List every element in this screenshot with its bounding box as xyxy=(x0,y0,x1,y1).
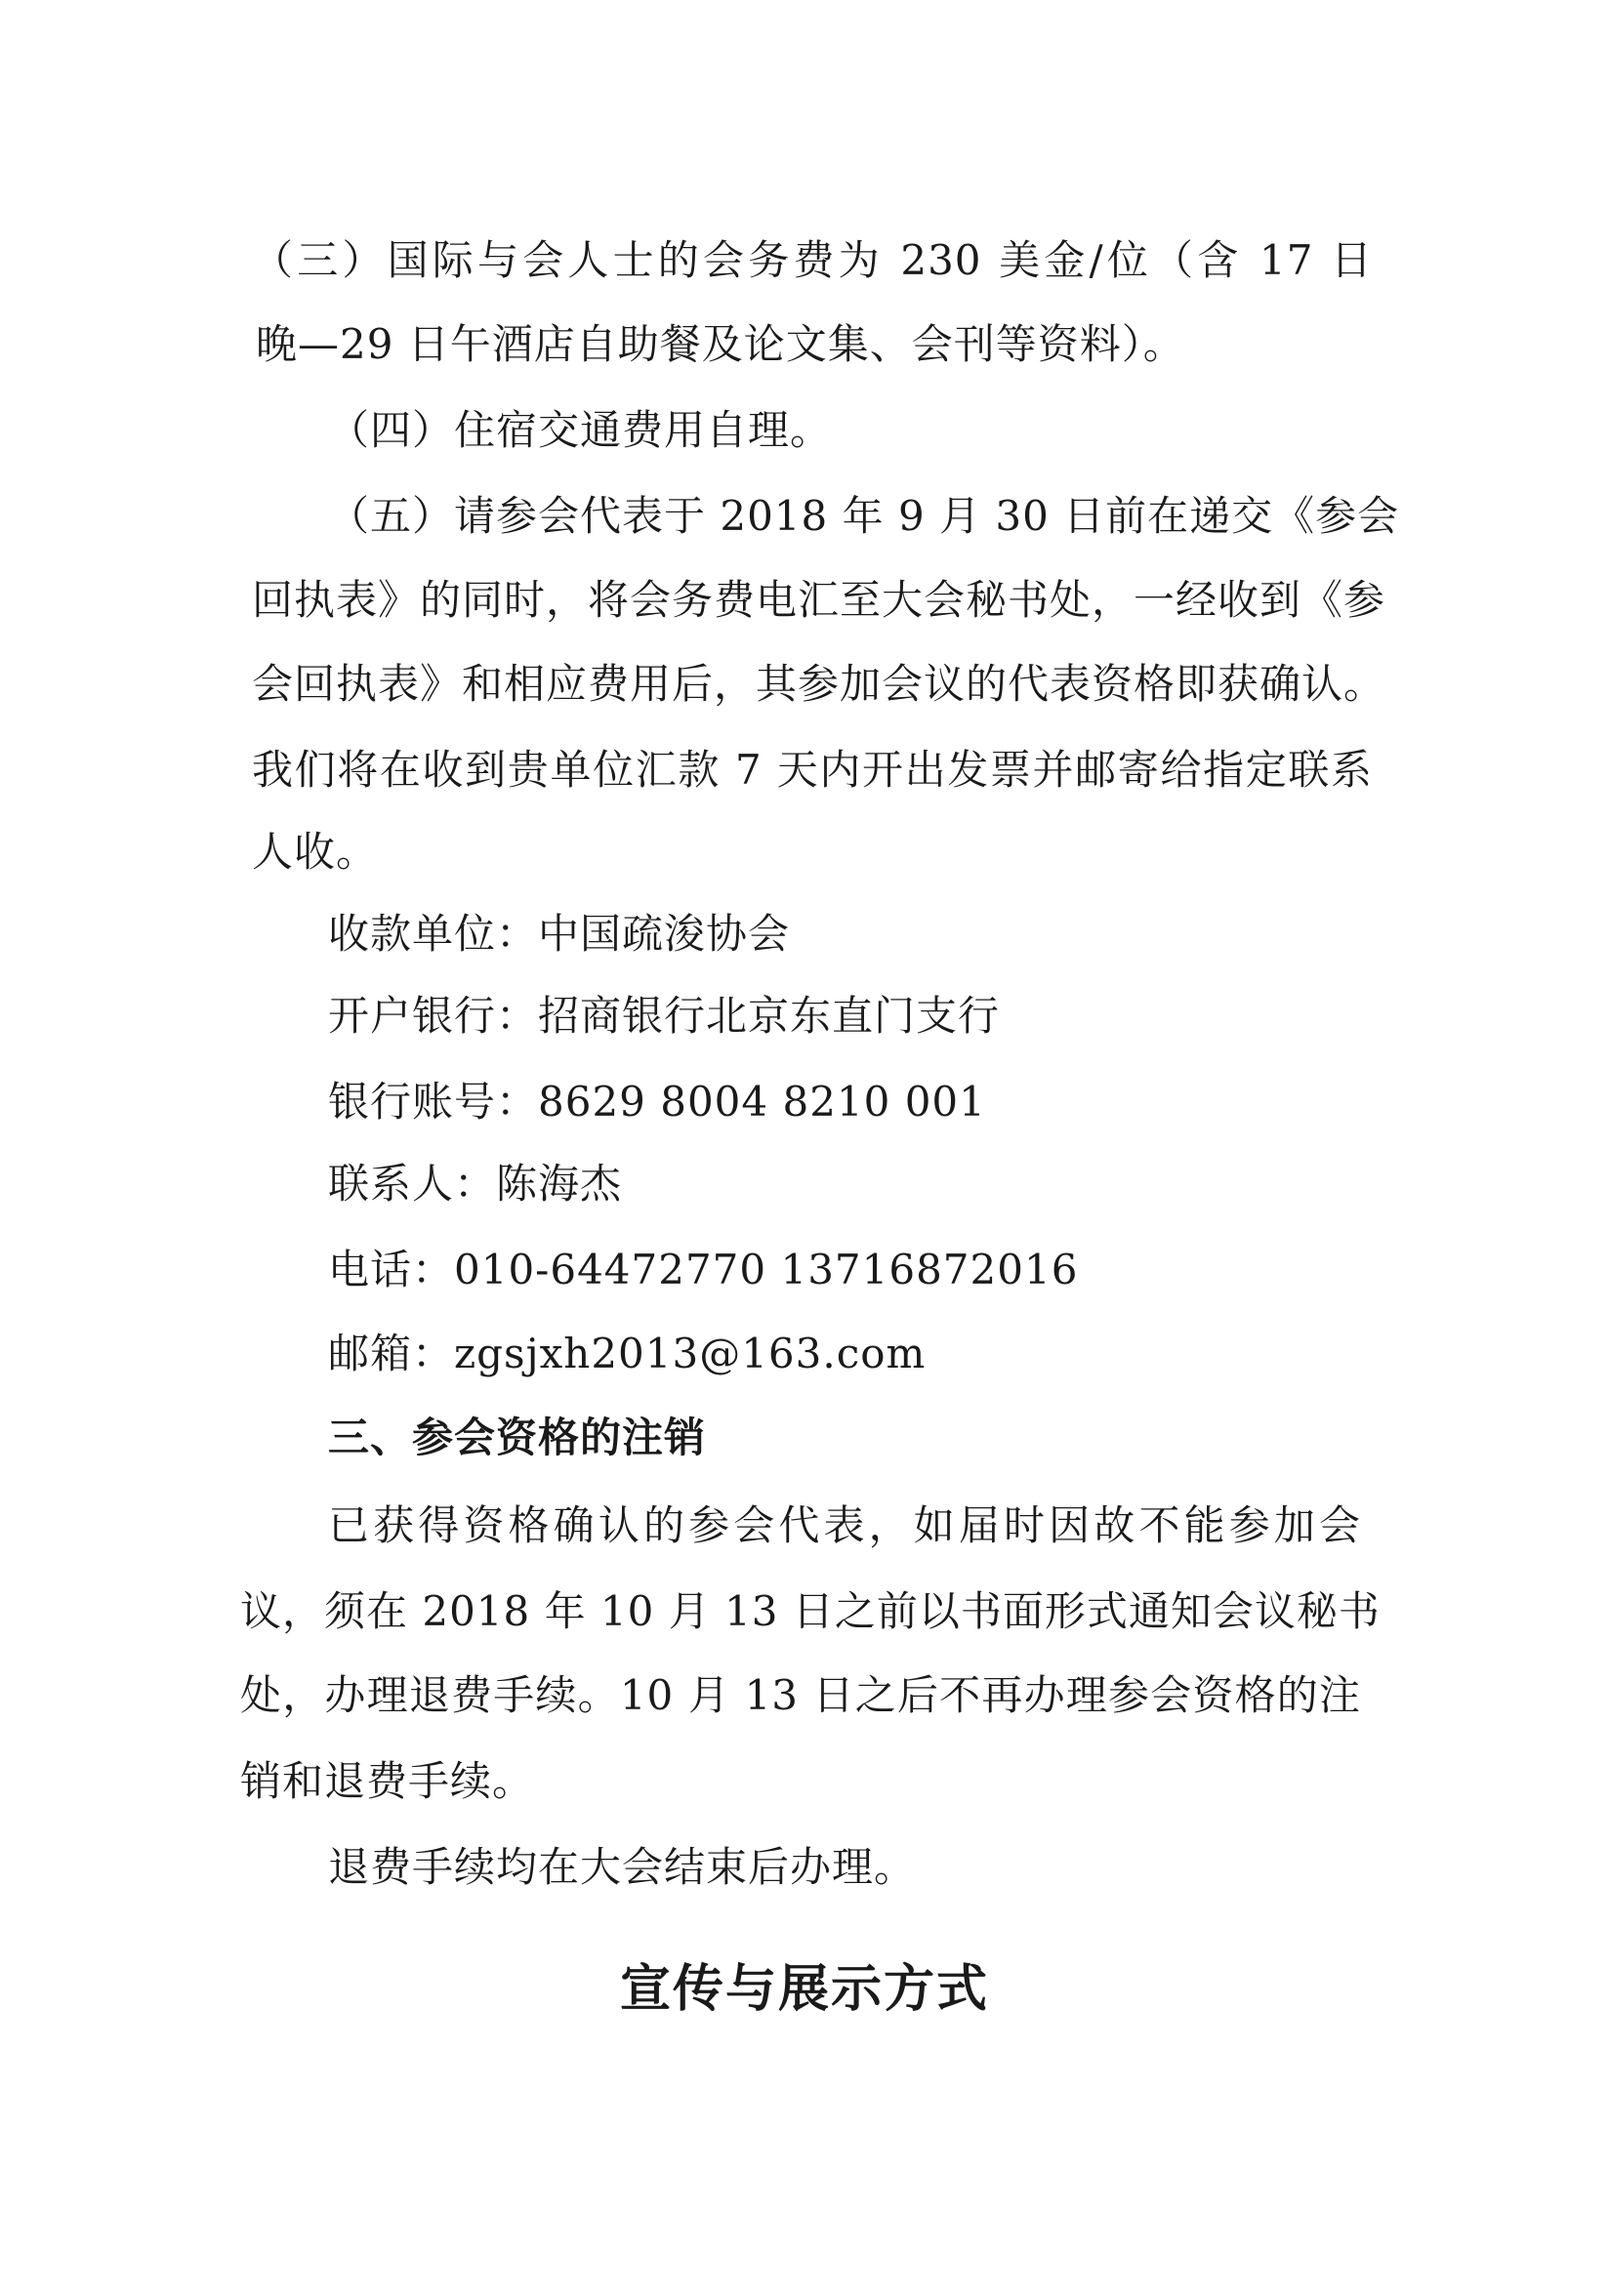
p4-line-1: （四）住宿交通费用自理。 xyxy=(328,406,833,454)
section3-p1-line-2: 议，须在 2018 年 10 月 13 日之前以书面形式通知会议秘书 xyxy=(240,1587,1381,1635)
section3-p1-line-3: 处，办理退费手续。10 月 13 日之后不再办理参会资格的注 xyxy=(240,1671,1361,1719)
section3-p2-line-1: 退费手续均在大会结束后办理。 xyxy=(328,1843,917,1891)
phone-line: 电话：010-64472770 13716872016 xyxy=(328,1246,1079,1293)
p5-line-5: 人收。 xyxy=(252,828,379,876)
payee-line: 收款单位：中国疏浚协会 xyxy=(328,910,791,958)
p5-line-2: 回执表》的同时，将会务费电汇至大会秘书处，一经收到《参 xyxy=(252,576,1386,624)
bank-line: 开户银行：招商银行北京东直门支行 xyxy=(328,992,1001,1040)
p5-line-1: （五）请参会代表于 2018 年 9 月 30 日前在递交《参会 xyxy=(328,492,1400,540)
p3-line-1: （三）国际与会人士的会务费为 230 美金/位（含 17 日 xyxy=(252,236,1373,284)
section3-p1-line-1: 已获得资格确认的参会代表，如届时因故不能参加会 xyxy=(328,1501,1361,1549)
next-section-title: 宣传与展示方式 xyxy=(619,1960,989,2019)
contact-line: 联系人：陈海杰 xyxy=(328,1160,623,1208)
account-line: 银行账号：8629 8004 8210 001 xyxy=(328,1078,986,1126)
p5-line-4: 我们将在收到贵单位汇款 7 天内开出发票并邮寄给指定联系 xyxy=(252,746,1373,794)
section3-heading: 三、参会资格的注销 xyxy=(328,1414,707,1461)
section3-p1-line-4: 销和退费手续。 xyxy=(240,1757,535,1805)
p3-line-2: 晚—29 日午酒店自助餐及论文集、会刊等资料）。 xyxy=(256,320,1185,368)
p5-line-3: 会回执表》和相应费用后，其参加会议的代表资格即获确认。 xyxy=(252,660,1386,708)
email-line: 邮箱：zgsjxh2013@163.com xyxy=(328,1330,927,1377)
